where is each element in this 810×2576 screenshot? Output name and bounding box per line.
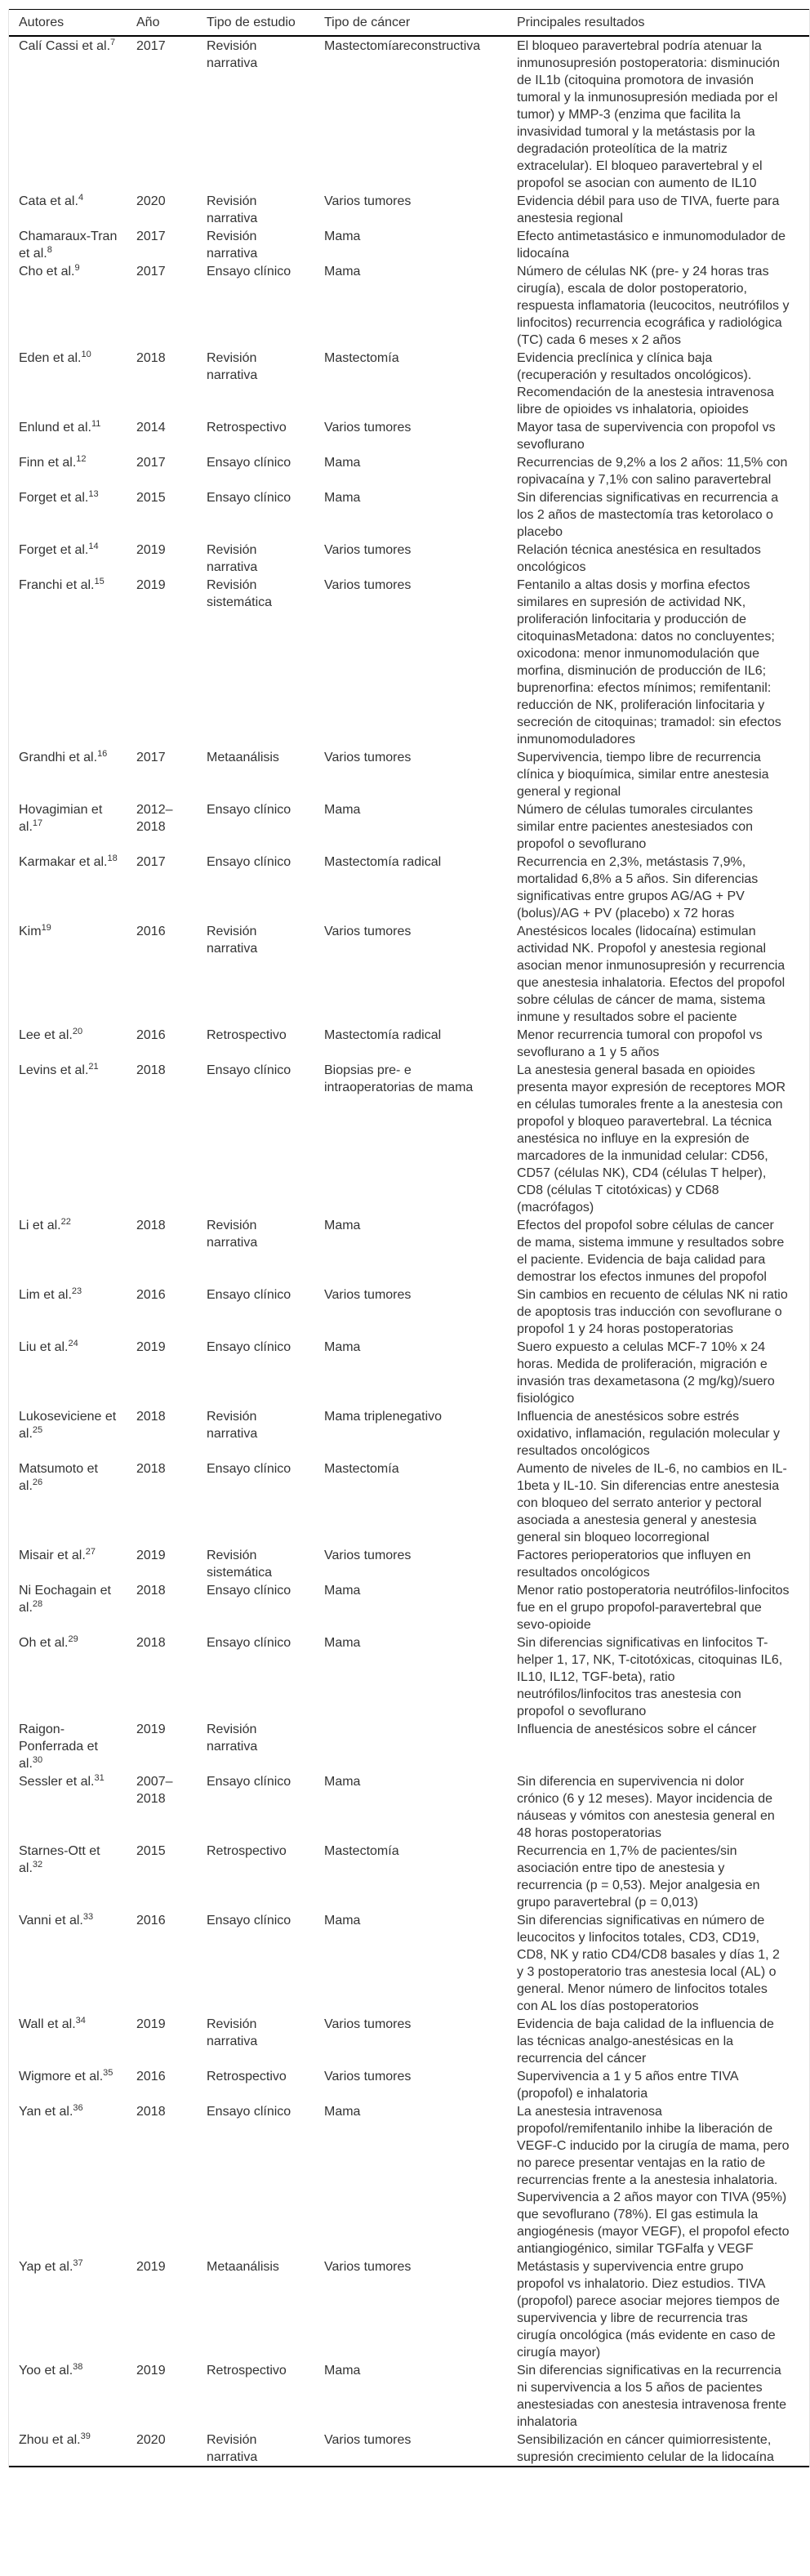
table-row [9,853,809,922]
reference-number: 27 [85,1547,96,1557]
author-name: Enlund et al. [19,421,91,435]
cancer-type-cell: Biopsias pre- e intraoperatorias de mama [324,1063,474,1094]
author-name: Wigmore et al. [19,2070,104,2084]
studies-table-container [8,9,810,2467]
author-name: Li et al. [19,1219,61,1232]
header-study-type: Tipo de estudio [207,16,296,29]
author-name: Eden et al. [19,351,82,365]
cancer-type-cell: Mama [324,1636,361,1650]
table-header [9,10,809,37]
study-type-cell: Ensayo clínico [207,1340,292,1354]
reference-number: 34 [75,2016,86,2026]
year-cell: 2012–2018 [136,803,173,834]
reference-number: 33 [82,1912,94,1922]
year-cell: 2016 [136,1028,166,1042]
study-type-cell: Revisión sistemática [207,1549,273,1580]
table-row [9,1061,809,1216]
cancer-type-cell: Varios tumores [324,2070,412,2084]
cancer-type-cell: Varios tumores [324,578,412,592]
reference-number: 13 [88,489,99,499]
results-cell: Supervivencia, tiempo libre de recurrencia clínica y bioquímica, similar entre anestesia general y regional [517,751,769,799]
year-cell: 2016 [136,2070,166,2084]
author-name: Vanni et al. [19,1914,83,1928]
study-type-cell: Retrospectivo [207,2070,287,2084]
reference-number: 24 [68,1339,78,1348]
study-type-cell: Retrospectivo [207,1844,287,1858]
results-cell: Evidencia preclínica y clínica baja (recuperación y resultados oncológicos). Recomendación de la anestesia intravenosa libre de opioides vs inhalatoria, opioides [517,351,774,417]
results-cell: Sin diferencias significativas en la recurrencia ni supervivencia a los 5 años de pacientes anestesiadas con anestesia intravenosa frente inhalatoria [517,2364,786,2429]
study-type-cell: Ensayo clínico [207,456,292,470]
study-type-cell: Revisión narrativa [207,2017,258,2048]
year-cell: 2020 [136,194,166,208]
reference-number: 17 [32,818,43,828]
author-name: Yan et al. [19,2105,73,2119]
author-cell [9,262,127,349]
table-row [9,1338,809,1407]
year-cell: 2017 [136,855,166,869]
cancer-type-cell: Mama [324,491,361,505]
author-name: Forget et al. [19,491,89,505]
results-cell: Sensibilización en cáncer quimiorresistente, supresión crecimiento celular de la lidocaína [517,2433,774,2464]
cancer-type-cell: Mastectomíareconstructiva [324,39,481,53]
reference-number: 9 [74,263,80,273]
table-row [9,541,809,576]
studies-table [9,9,809,2467]
year-cell: 2015 [136,1844,166,1858]
table-row [9,1407,809,1460]
cancer-type-cell: Varios tumores [324,2017,412,2031]
table-row [9,227,809,262]
author-name: Levins et al. [19,1063,89,1077]
study-type-cell: Ensayo clínico [207,2105,292,2119]
results-cell: Sin cambios en recuento de células NK ni ratio de apoptosis tras inducción con sevoflurane o propofol 1 y 24 horas postoperatorias [517,1288,788,1336]
author-name: Yap et al. [19,2260,73,2274]
cancer-type-cell: Mastectomía [324,1462,399,1476]
table-body [9,36,809,2467]
reference-number: 28 [32,1599,43,1609]
year-cell: 2018 [136,2105,166,2119]
author-name: Chamaraux-Tran et al. [19,230,118,261]
author-name: Matsumoto et al. [19,1462,98,1493]
results-cell: Sin diferencias significativas en linfocitos T-helper 1, 17, NK, T-citotóxicas, citoquinas IL6, IL10, IL12, TGF-beta), ratio neutrófilos/linfocitos tras anestesia con propofol o sevoflurano [517,1636,783,1718]
results-cell: Evidencia de baja calidad de la influencia de las técnicas analgo-anestésicas en la recurrencia del cáncer [517,2017,774,2066]
table-row [9,800,809,853]
reference-number: 18 [107,853,118,863]
study-type-cell: Revisión narrativa [207,1723,258,1754]
author-cell [9,2015,127,2067]
cancer-type-cell: Varios tumores [324,2433,412,2447]
author-name: Cho et al. [19,265,75,279]
table-row [9,453,809,488]
cancer-type-cell: Mastectomía radical [324,855,442,869]
author-name: Misair et al. [19,1549,86,1562]
reference-number: 19 [41,923,51,933]
author-cell [9,1546,127,1581]
study-type-cell: Ensayo clínico [207,855,292,869]
table-row [9,748,809,800]
author-cell [9,1772,127,1842]
results-cell: Relación técnica anestésica en resultados oncológicos [517,543,761,574]
author-name: Sessler et al. [19,1775,95,1789]
cancer-type-cell: Mama [324,456,361,470]
author-name: Lim et al. [19,1288,72,1302]
study-type-cell: Retrospectivo [207,1028,287,1042]
results-cell: La anestesia intravenosa propofol/remifentanilo inhibe la liberación de VEGF-C inducido por la cirugía de mama, pero no parece presentar ventajas en la ratio de recurrencias frente a la anestesia inhalatoria. Supervivencia a 2 años mayor con TIVA (95%) que sevoflurano (78%). El gas estimula la angiogénesis (mayor VEGF), el propofol efecto antiangiogénico, similar TGFalfa y VEGF [517,2105,790,2256]
year-cell: 2018 [136,1462,166,1476]
cancer-type-cell: Mastectomía [324,351,399,365]
results-cell: Efectos del propofol sobre células de cancer de mama, sistema immune y resultados sobre el paciente. Evidencia de baja calidad para demostrar los efectos inmunes del propofol [517,1219,785,1284]
results-cell: Suero expuesto a celulas MCF-7 10% x 24 horas. Medida de proliferación, migración e invasión tras dexametasona (2 mg/kg)/suero fisiológico [517,1340,775,1406]
study-type-cell: Revisión narrativa [207,543,258,574]
year-cell: 2016 [136,925,166,938]
cancer-type-cell: Mama [324,1340,361,1354]
cancer-type-cell: Varios tumores [324,1288,412,1302]
year-cell: 2019 [136,578,166,592]
year-cell: 2017 [136,230,166,243]
study-type-cell: Ensayo clínico [207,1288,292,1302]
study-type-cell: Ensayo clínico [207,1636,292,1650]
results-cell: Recurrencia en 2,3%, metástasis 7,9%, mortalidad 6,8% a 5 años. Sin diferencias significativas entre grupos AG/AG + PV (bolus)/AG + PV (placebo) x 72 horas [517,855,759,920]
cancer-type-cell: Varios tumores [324,194,412,208]
table-row [9,2015,809,2067]
reference-number: 15 [94,577,105,586]
author-cell [9,2361,127,2431]
results-cell: Número de células NK (pre- y 24 horas tras cirugía), escala de dolor postoperatorio, respuesta inflamatoria (leucocitos, neutrófilos y linfocitos) recurrencia ecográfica y radiológica (TC) cada 6 meses x 2 años [517,265,790,347]
author-name: Kim [19,925,42,938]
table-row [9,1842,809,1911]
table-row [9,1546,809,1581]
results-cell: Influencia de anestésicos sobre el cáncer [517,1723,757,1736]
author-cell [9,2067,127,2102]
results-cell: Influencia de anestésicos sobre estrés oxidativo, inflamación, regulación molecular y resultados oncológicos [517,1410,780,1458]
cancer-type-cell: Mama [324,1775,361,1789]
author-cell [9,2257,127,2361]
author-cell [9,853,127,922]
cancer-type-cell: Mama triplenegativo [324,1410,443,1424]
author-cell [9,2431,127,2467]
results-cell: Menor ratio postoperatoria neutrófilos-linfocitos fue en el grupo propofol-paravertebral que sevo-opioide [517,1584,790,1632]
author-cell [9,1720,127,1772]
author-name: Starnes-Ott et al. [19,1844,100,1875]
study-type-cell: Metaanálisis [207,751,279,764]
study-type-cell: Ensayo clínico [207,1914,292,1928]
author-cell [9,192,127,227]
reference-number: 12 [76,454,87,464]
author-cell [9,1842,127,1911]
year-cell: 2014 [136,421,166,435]
author-cell [9,418,127,453]
cancer-type-cell: Varios tumores [324,2260,412,2274]
study-type-cell: Retrospectivo [207,2364,287,2378]
author-cell [9,800,127,853]
cancer-type-cell: Mama [324,1584,361,1598]
author-name: Franchi et al. [19,578,95,592]
author-name: Forget et al. [19,543,89,557]
year-cell: 2019 [136,2364,166,2378]
author-name: Ni Eochagain et al. [19,1584,111,1615]
reference-number: 22 [60,1217,71,1227]
reference-number: 21 [88,1062,99,1072]
study-type-cell: Revisión narrativa [207,351,258,382]
table-row [9,1772,809,1842]
year-cell: 2018 [136,1219,166,1232]
results-cell: Aumento de niveles de IL-6, no cambios en IL-1beta y IL-10. Sin diferencias entre anestesia con bloqueo del serrato anterior y pectoral asociada a anestesia general y anestesia general sin bloqueo locorregional [517,1462,787,1544]
reference-number: 10 [81,350,91,359]
table-row [9,1286,809,1338]
results-cell: Menor recurrencia tumoral con propofol vs sevoflurano a 1 y 5 años [517,1028,763,1059]
year-cell: 2017 [136,39,166,53]
year-cell: 2019 [136,2260,166,2274]
author-cell [9,1338,127,1407]
reference-number: 8 [47,245,52,255]
reference-number: 23 [71,1286,82,1296]
author-cell [9,1407,127,1460]
results-cell: Sin diferencias significativas en número de leucocitos y linfocitos totales, CD3, CD19, CD8, NK y ratio CD4/CD8 basales y días 1, 2 y 3 postoperatorio tras anestesia local (AL) o general. Menor número de linfocitos totales con AL los días postoperatorios [517,1914,780,2013]
cancer-type-cell: Varios tumores [324,543,412,557]
year-cell: 2020 [136,2433,166,2447]
header-row [9,10,809,37]
table-row [9,1720,809,1772]
reference-number: 20 [72,1027,83,1036]
author-name: Calí Cassi et al. [19,39,111,53]
study-type-cell: Revisión narrativa [207,925,258,956]
year-cell: 2018 [136,351,166,365]
cancer-type-cell: Varios tumores [324,421,412,435]
year-cell: 2016 [136,1288,166,1302]
cancer-type-cell: Varios tumores [324,751,412,764]
year-cell: 2018 [136,1584,166,1598]
year-cell: 2017 [136,265,166,279]
reference-number: 37 [73,2258,83,2268]
results-cell: Sin diferencias significativas en recurrencia a los 2 años de mastectomía tras ketorolaco o placebo [517,491,779,539]
table-row [9,262,809,349]
reference-number: 38 [73,2362,83,2372]
reference-number: 7 [110,38,116,47]
author-cell [9,1216,127,1286]
study-type-cell: Revisión narrativa [207,39,258,70]
reference-number: 26 [32,1477,43,1487]
year-cell: 2007–2018 [136,1775,173,1806]
table-row [9,2431,809,2467]
reference-number: 31 [94,1773,105,1783]
table-row [9,1911,809,2015]
author-name: Cata et al. [19,194,78,208]
year-cell: 2019 [136,543,166,557]
author-name: Finn et al. [19,456,77,470]
author-cell [9,227,127,262]
reference-number: 39 [80,2431,91,2441]
author-cell [9,349,127,418]
author-name: Zhou et al. [19,2433,81,2447]
table-row [9,576,809,748]
results-cell: Factores perioperatorios que influyen en resultados oncológicos [517,1549,751,1580]
author-cell [9,1026,127,1061]
study-type-cell: Retrospectivo [207,421,287,435]
author-name: Lee et al. [19,1028,73,1042]
author-cell [9,1581,127,1633]
year-cell: 2018 [136,1636,166,1650]
results-cell: Efecto antimetastásico e inmunomodulador de lidocaína [517,230,786,261]
results-cell: Supervivencia a 1 y 5 años entre TIVA (propofol) e inhalatoria [517,2070,738,2101]
author-cell [9,2102,127,2257]
year-cell: 2018 [136,1410,166,1424]
study-type-cell: Ensayo clínico [207,803,292,817]
table-row [9,1460,809,1546]
header-main-results: Principales resultados [517,16,645,29]
author-cell [9,488,127,541]
results-cell: Recurrencia en 1,7% de pacientes/sin asociación entre tipo de anestesia y recurrencia (p = 0,53). Mejor analgesia en grupo paravertebral (p = 0,013) [517,1844,760,1910]
author-cell [9,922,127,1026]
cancer-type-cell: Mama [324,803,361,817]
cancer-type-cell: Mama [324,1219,361,1232]
results-cell: El bloqueo paravertebral podría atenuar la inmunosupresión postoperatoria: disminución de IL1b (citoquina promotora de invasión tumoral y la inmunosupresión mediada por el tumor) y MMP-3 (enzima que facilita la invasividad tumoral y la metástasis por la degradación proteolítica de la matriz extracelular). El bloqueo paravertebral y el propofol se asocian con aumento de IL10 [517,39,780,190]
year-cell: 2018 [136,1063,166,1077]
table-row [9,349,809,418]
table-row [9,1633,809,1720]
table-row [9,1026,809,1061]
study-type-cell: Revisión narrativa [207,1219,258,1250]
cancer-type-cell: Mastectomía radical [324,1028,442,1042]
results-cell: Mayor tasa de supervivencia con propofol vs sevoflurano [517,421,776,452]
year-cell: 2019 [136,1340,166,1354]
author-name: Karmakar et al. [19,855,108,869]
reference-number: 32 [32,1860,43,1870]
year-cell: 2017 [136,751,166,764]
author-cell [9,36,127,192]
table-row [9,2067,809,2102]
reference-number: 25 [32,1425,43,1435]
author-name: Liu et al. [19,1340,69,1354]
study-type-cell: Revisión narrativa [207,194,258,225]
results-cell: Metástasis y supervivencia entre grupo propofol vs inhalatorio. Diez estudios. TIVA (propofol) parece asociar mejores tiempos de supervivencia y libre de recurrencia tras cirugía oncológica (más evidente en caso de cirugía mayor) [517,2260,780,2360]
author-cell [9,748,127,800]
author-name: Grandhi et al. [19,751,98,764]
cancer-type-cell: Varios tumores [324,925,412,938]
results-cell: Anestésicos locales (lidocaína) estimulan actividad NK. Propofol y anestesia regional asocian menor inmunosupresión y recurrencia que anestesia inhalatoria. Efectos del propofol sobre células de cáncer de mama, sistema inmune y resultados sobre el paciente [517,925,786,1024]
author-name: Raigon-Ponferrada et al. [19,1723,98,1771]
study-type-cell: Ensayo clínico [207,1775,292,1789]
author-cell [9,1061,127,1216]
cancer-type-cell: Mastectomía [324,1844,399,1858]
reference-number: 4 [78,193,84,203]
year-cell: 2019 [136,2017,166,2031]
author-cell [9,541,127,576]
table-row [9,922,809,1026]
year-cell: 2019 [136,1549,166,1562]
cancer-type-cell: Mama [324,2105,361,2119]
header-authors: Autores [19,16,65,29]
study-type-cell: Revisión narrativa [207,1410,258,1441]
reference-number: 30 [32,1755,43,1765]
header-cancer-type: Tipo de cáncer [324,16,411,29]
author-name: Wall et al. [19,2017,76,2031]
study-type-cell: Ensayo clínico [207,1584,292,1598]
year-cell: 2016 [136,1914,166,1928]
table-row [9,2102,809,2257]
results-cell: Número de células tumorales circulantes similar entre pacientes anestesiados con propofol o sevoflurano [517,803,754,851]
author-name: Hovagimian et al. [19,803,103,834]
reference-number: 29 [68,1634,78,1644]
study-type-cell: Metaanálisis [207,2260,279,2274]
year-cell: 2017 [136,456,166,470]
cancer-type-cell: Varios tumores [324,1549,412,1562]
year-cell: 2019 [136,1723,166,1736]
table-row [9,2361,809,2431]
study-type-cell: Revisión sistemática [207,578,273,609]
author-cell [9,576,127,748]
results-cell: Fentanilo a altas dosis y morfina efectos similares en supresión de actividad NK, proliferación linfocitaria y producción de citoquinasMetadona: datos no concluyentes; oxicodona: menor inmunomodulación que morfina, disminución de producción de IL6; buprenorfina: efectos mínimos; remifentanil: reducción de NK, proliferación linfocitaria y secreción de citoquinas; tramadol: sin efectos inmunomoduladores [517,578,781,747]
cancer-type-cell: Mama [324,2364,361,2378]
results-cell: Evidencia débil para uso de TIVA, fuerte para anestesia regional [517,194,780,225]
table-row [9,1581,809,1633]
cancer-type-cell: Mama [324,230,361,243]
study-type-cell: Revisión narrativa [207,2433,258,2464]
study-type-cell: Ensayo clínico [207,1063,292,1077]
table-row [9,192,809,227]
reference-number: 36 [73,2103,83,2113]
table-row [9,36,809,192]
author-name: Oh et al. [19,1636,69,1650]
cancer-type-cell: Mama [324,265,361,279]
reference-number: 11 [91,419,101,429]
author-name: Yoo et al. [19,2364,73,2378]
reference-number: 16 [97,749,108,759]
study-type-cell: Revisión narrativa [207,230,258,261]
header-year: Año [136,16,160,29]
results-cell: Sin diferencia en supervivencia ni dolor crónico (6 y 12 meses). Mayor incidencia de náuseas y vómitos con anestesia general en 48 horas postoperatorias [517,1775,775,1840]
study-type-cell: Ensayo clínico [207,1462,292,1476]
author-cell [9,453,127,488]
table-row [9,488,809,541]
year-cell: 2015 [136,491,166,505]
cancer-type-cell: Mama [324,1914,361,1928]
reference-number: 35 [103,2068,113,2078]
results-cell: La anestesia general basada en opioides presenta mayor expresión de receptores MOR en células tumorales frente a la anestesia con propofol y bloqueo paravertebral. La técnica anestésica no influye en la expresión de marcadores de la inmunidad celular: CD56, CD57 (células NK), CD4 (células T helper), CD8 (células T citotóxicas) y CD68 (macrófagos) [517,1063,786,1214]
table-row [9,418,809,453]
table-row [9,2257,809,2361]
author-cell [9,1460,127,1546]
reference-number: 14 [88,541,99,551]
study-type-cell: Ensayo clínico [207,265,292,279]
author-cell [9,1911,127,2015]
cancer-type-cell [314,1720,507,1772]
author-name: Lukoseviciene et al. [19,1410,117,1441]
table-row [9,1216,809,1286]
results-cell: Recurrencias de 9,2% a los 2 años: 11,5% con ropivacaína y 7,1% con salino paravertebral [517,456,788,487]
author-cell [9,1633,127,1720]
author-cell [9,1286,127,1338]
study-type-cell: Ensayo clínico [207,491,292,505]
